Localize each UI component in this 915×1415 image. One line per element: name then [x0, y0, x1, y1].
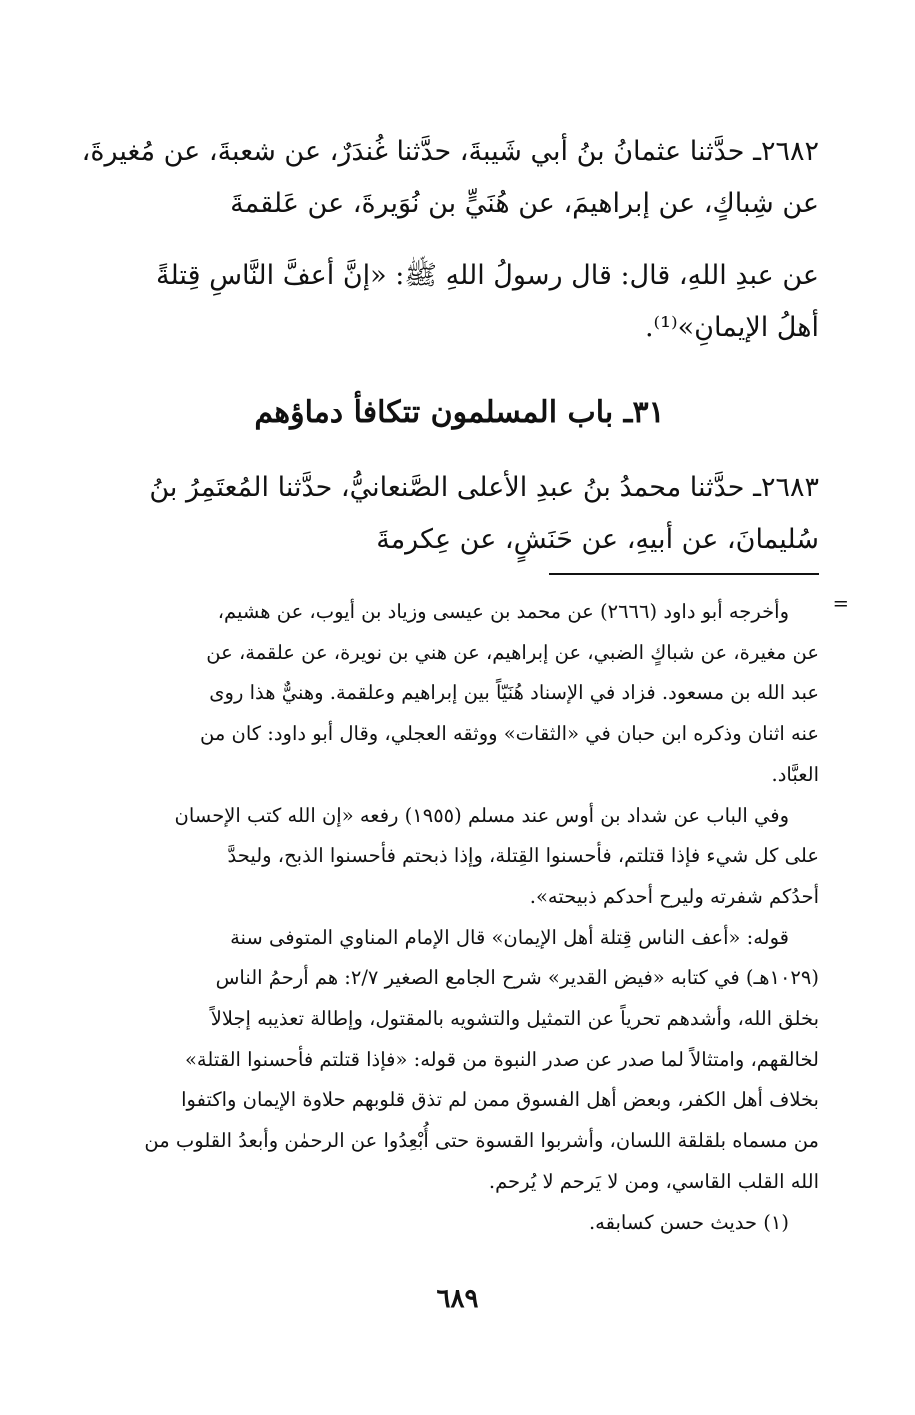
footnote-line: عن مغيرة، عن شباكٍ الضبي، عن إبراهيم، عن هني بن نويرة، عن علقمة، عن: [206, 640, 819, 664]
footnote-line: العبَّاد.: [771, 762, 819, 786]
footnote-line: (١٠٢٩هـ) في كتابه «فيض القدير» شرح الجامع الصغير ٢/٧: هم أرحمُ الناس: [215, 966, 819, 990]
hadith-2683-line-1: ٢٦٨٣ـ حدَّثنا محمدُ بنُ عبدِ الأعلى الصَّنعانيُّ، حدَّثنا المُعتَمِرُ بنُ: [149, 472, 819, 503]
hadith-2682-line-1: ٢٦٨٢ـ حدَّثنا عثمانُ بنُ أبي شَيبةَ، حدَّثنا غُندَرٌ، عن شعبةَ، عن مُغيرةَ،: [81, 136, 819, 167]
footnote-line: قوله: «أعف الناس قِتلة أهل الإيمان» قال الإمام المناوي المتوفى سنة: [230, 925, 789, 949]
hadith-2682-line-3: عن عبدِ اللهِ، قال: قال رسولُ اللهِ ﷺ: «إنَّ أعفَّ النَّاسِ قِتلةً: [156, 260, 819, 291]
footnote-paragraph-3: [100, 918, 819, 1203]
footnote-line: عبد الله بن مسعود. فزاد في الإسناد هُنَيّاً بين إبراهيم وعلقمة. وهنيٌّ هذا روى: [209, 681, 819, 705]
footnote-paragraph-1: [100, 592, 849, 796]
chapter-title: ٣١ـ باب المسلمون تتكافأ دماؤهم: [254, 395, 665, 430]
footnotes: [100, 592, 849, 1243]
hadith-2682: [81, 126, 819, 230]
footnote-line: وفي الباب عن شداد بن أوس عند مسلم (١٩٥٥) رفعه «إن الله كتب الإحسان: [174, 803, 789, 827]
footnote-1-text: (١) حديث حسن كسابقه.: [588, 1210, 789, 1234]
hadith-2683-line-2: سُليمانَ، عن أبيهِ، عن حَنَشٍ، عن عِكرمةَ: [376, 524, 819, 555]
hadith-2682-matn: [100, 250, 819, 354]
footnote-line: لخالقهم، وامتثالاً لما صدر عن صدر النبوة من قوله: «فإذا قتلتم فأحسنوا القتلة»: [184, 1047, 819, 1071]
footnote-separator: [549, 573, 819, 575]
page-number: ٦٨٩: [436, 1284, 479, 1314]
footnote-line: بخلق الله، وأشدهم تحرياً عن التمثيل والتشويه بالمقتول، وإطالة تعذيبه إجلالاً: [210, 1007, 819, 1031]
footnote-line: بخلاف أهل الكفر، وبعض أهل الفسوق ممن لم تذق قلوبهم حلاوة الإيمان واكتفوا: [181, 1088, 819, 1112]
footnote-line: على كل شيء فإذا قتلتم، فأحسنوا القِتلة، وإذا ذبحتم فأحسنوا الذبح، وليحدَّ: [227, 844, 819, 868]
footnote-line: الله القلب القاسي، ومن لا يَرحم لا يُرحم.: [488, 1169, 819, 1193]
hadith-2682-line-4: أهلُ الإيمانِ»⁽¹⁾.: [644, 312, 819, 343]
hadith-2683: [100, 462, 819, 566]
footnote-1: [100, 1203, 819, 1244]
footnote-paragraph-2: [100, 796, 819, 918]
footnote-line: أحدُكم شفرته وليرح أحدكم ذبيحته».: [529, 884, 819, 908]
continuation-mark: =: [832, 592, 849, 615]
footnote-line: من مسماه بلقلقة اللسان، وأشربوا القسوة حتى أُبْعِدُوا عن الرحمٰن وأبعدُ القلوب من: [144, 1129, 819, 1153]
footnote-line: وأخرجه أبو داود (٢٦٦٦) عن محمد بن عيسى وزياد بن أيوب، عن هشيم،: [217, 600, 789, 623]
footnote-line: عنه اثنان وذكره ابن حبان في «الثقات» ووثقه العجلي، وقال أبو داود: كان من: [200, 722, 819, 746]
hadith-2682-line-2: عن شِباكٍ، عن إبراهيمَ، عن هُنَيٍّ بن نُوَيرةَ، عن عَلقمةَ: [230, 188, 819, 219]
